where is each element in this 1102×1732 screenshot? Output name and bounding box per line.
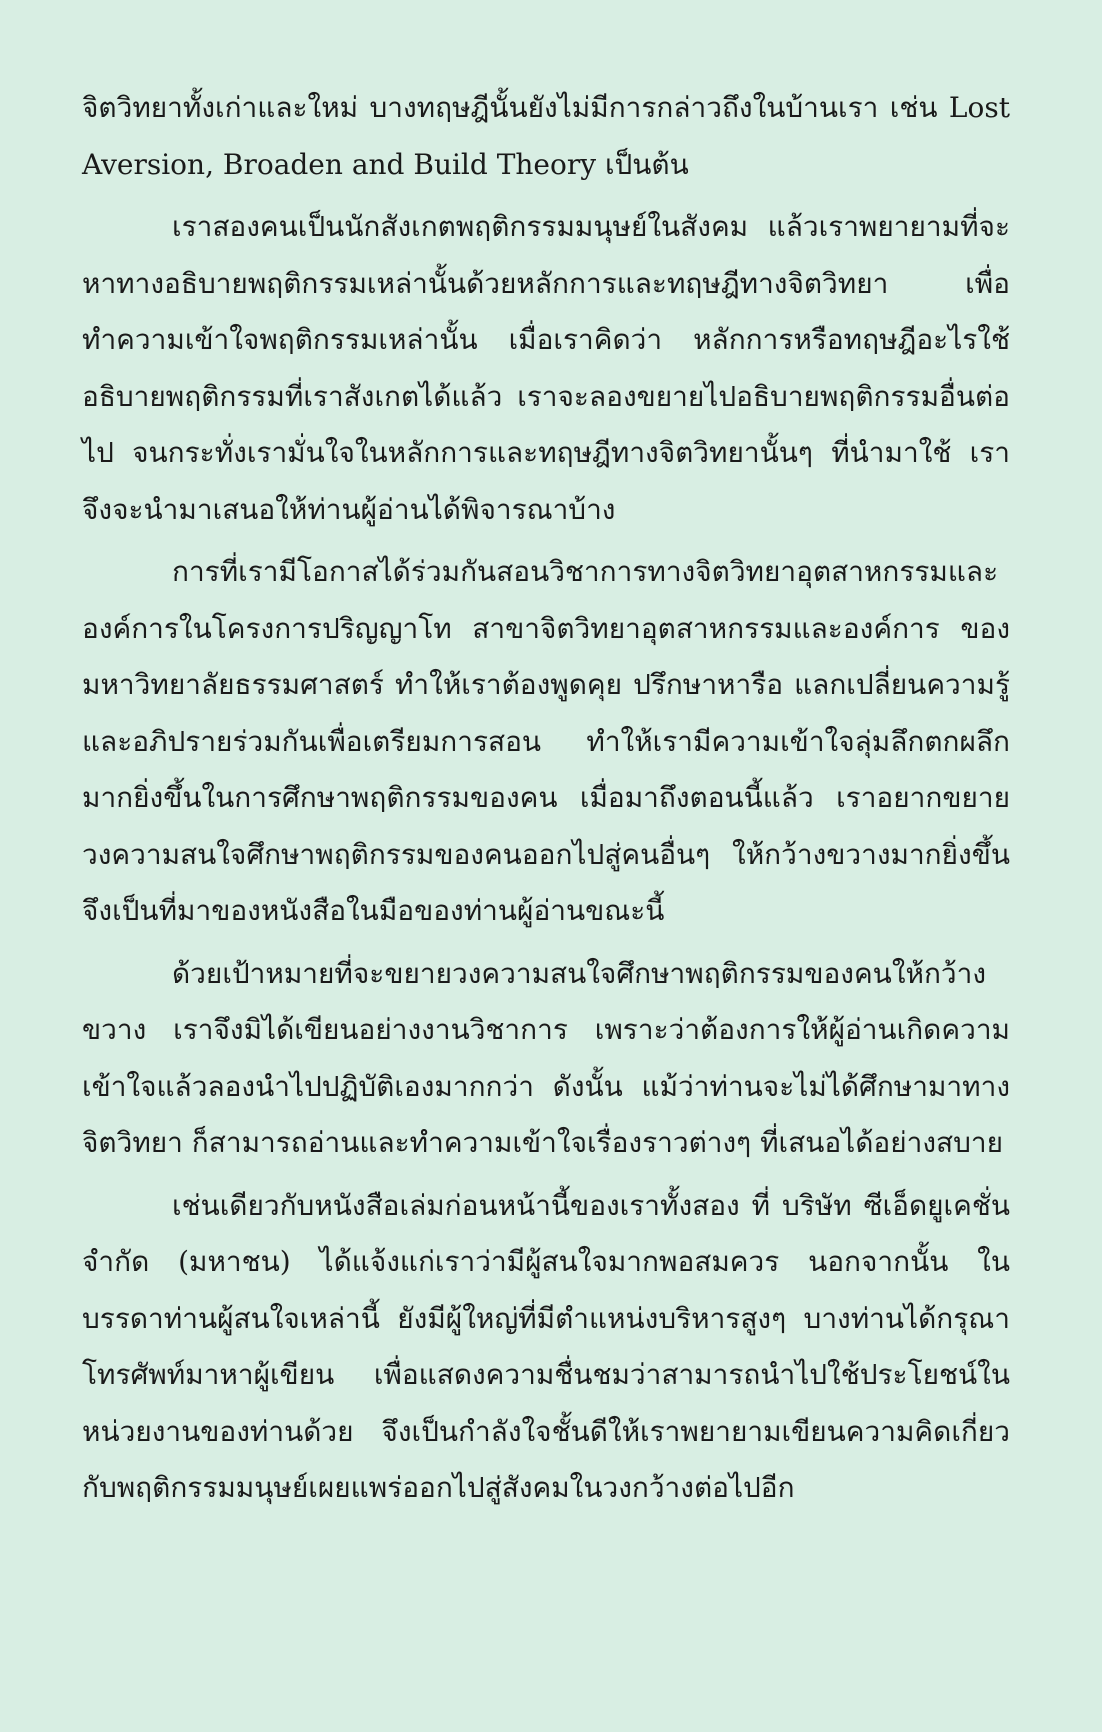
- paragraph-5: เช่นเดียวกับหนังสือเล่มก่อนหน้านี้ของเราทั้งสอง ที่ บริษัท ซีเอ็ดยูเคชั่น จำกัด (มหาชน) ได้แจ้งแก่เราว่ามีผู้สนใจมากพอสมควร นอกจากนั้น ในบรรดาท่านผู้สนใจเหล่านี้ ยังมีผู้ใหญ่ที่มีตำแหน่งบริหารสูงๆ บางท่านได้กรุณาโทรศัพท์มาหาผู้เขียน เพื่อแสดงความชื่นชมว่าสามารถนำไปใช้ประโยชน์ในหน่วยงานของท่านด้วย จึงเป็นกำลังใจชั้นดีให้เราพยายามเขียนความคิดเกี่ยวกับพฤติกรรมมนุษย์เผยแพร่ออกไปสู่สังคมในวงกว้างต่อไปอีก: [82, 1188, 1010, 1504]
- paragraph-2: เราสองคนเป็นนักสังเกตพฤติกรรมมนุษย์ในสังคม แล้วเราพยายามที่จะหาทางอธิบายพฤติกรรมเหล่านั้นด้วยหลักการและทฤษฎีทางจิตวิทยา เพื่อทำความเข้าใจพฤติกรรมเหล่านั้น เมื่อเราคิดว่า หลักการหรือทฤษฎีอะไรใช้อธิบายพฤติกรรมที่เราสังเกตได้แล้ว เราจะลองขยายไปอธิบายพฤติกรรมอื่นต่อไป จนกระทั่งเรามั่นใจในหลักการและทฤษฎีทางจิตวิทยานั้นๆ ที่นำมาใช้ เราจึงจะนำมาเสนอให้ท่านผู้อ่านได้พิจารณาบ้าง: [82, 210, 1010, 526]
- paragraph-3: การที่เรามีโอกาสได้ร่วมกันสอนวิชาการทางจิตวิทยาอุตสาหกรรมและองค์การในโครงการปริญญาโท สาขาจิตวิทยาอุตสาหกรรมและองค์การ ของมหาวิทยาลัยธรรมศาสตร์ ทำให้เราต้องพูดคุย ปรึกษาหารือ แลกเปลี่ยนความรู้ และอภิปรายร่วมกันเพื่อเตรียมการสอน ทำให้เรามีความเข้าใจลุ่มลึกตกผลึกมากยิ่งขึ้นในการศึกษาพฤติกรรมของคน เมื่อมาถึงตอนนี้แล้ว เราอยากขยายวงความสนใจศึกษาพฤติกรรมของคนออกไปสู่คนอื่นๆ ให้กว้างขวางมากยิ่งขึ้น จึงเป็นที่มาของหนังสือในมือของท่านผู้อ่านขณะนี้: [82, 555, 1010, 927]
- paragraph-1: จิตวิทยาทั้งเก่าและใหม่ บางทฤษฎีนั้นยังไม่มีการกล่าวถึงในบ้านเรา เช่น Lost Aversion, Broaden and Build Theory เป็นต้น: [82, 91, 1010, 181]
- paragraph-4: ด้วยเป้าหมายที่จะขยายวงความสนใจศึกษาพฤติกรรมของคนให้กว้างขวาง เราจึงมิได้เขียนอย่างงานวิชาการ เพราะว่าต้องการให้ผู้อ่านเกิดความเข้าใจแล้วลองนำไปปฏิบัติเองมากกว่า ดังนั้น แม้ว่าท่านจะไม่ได้ศึกษามาทางจิตวิทยา ก็สามารถอ่านและทำความเข้าใจเรื่องราวต่างๆ ที่เสนอได้อย่างสบาย: [82, 956, 1010, 1159]
